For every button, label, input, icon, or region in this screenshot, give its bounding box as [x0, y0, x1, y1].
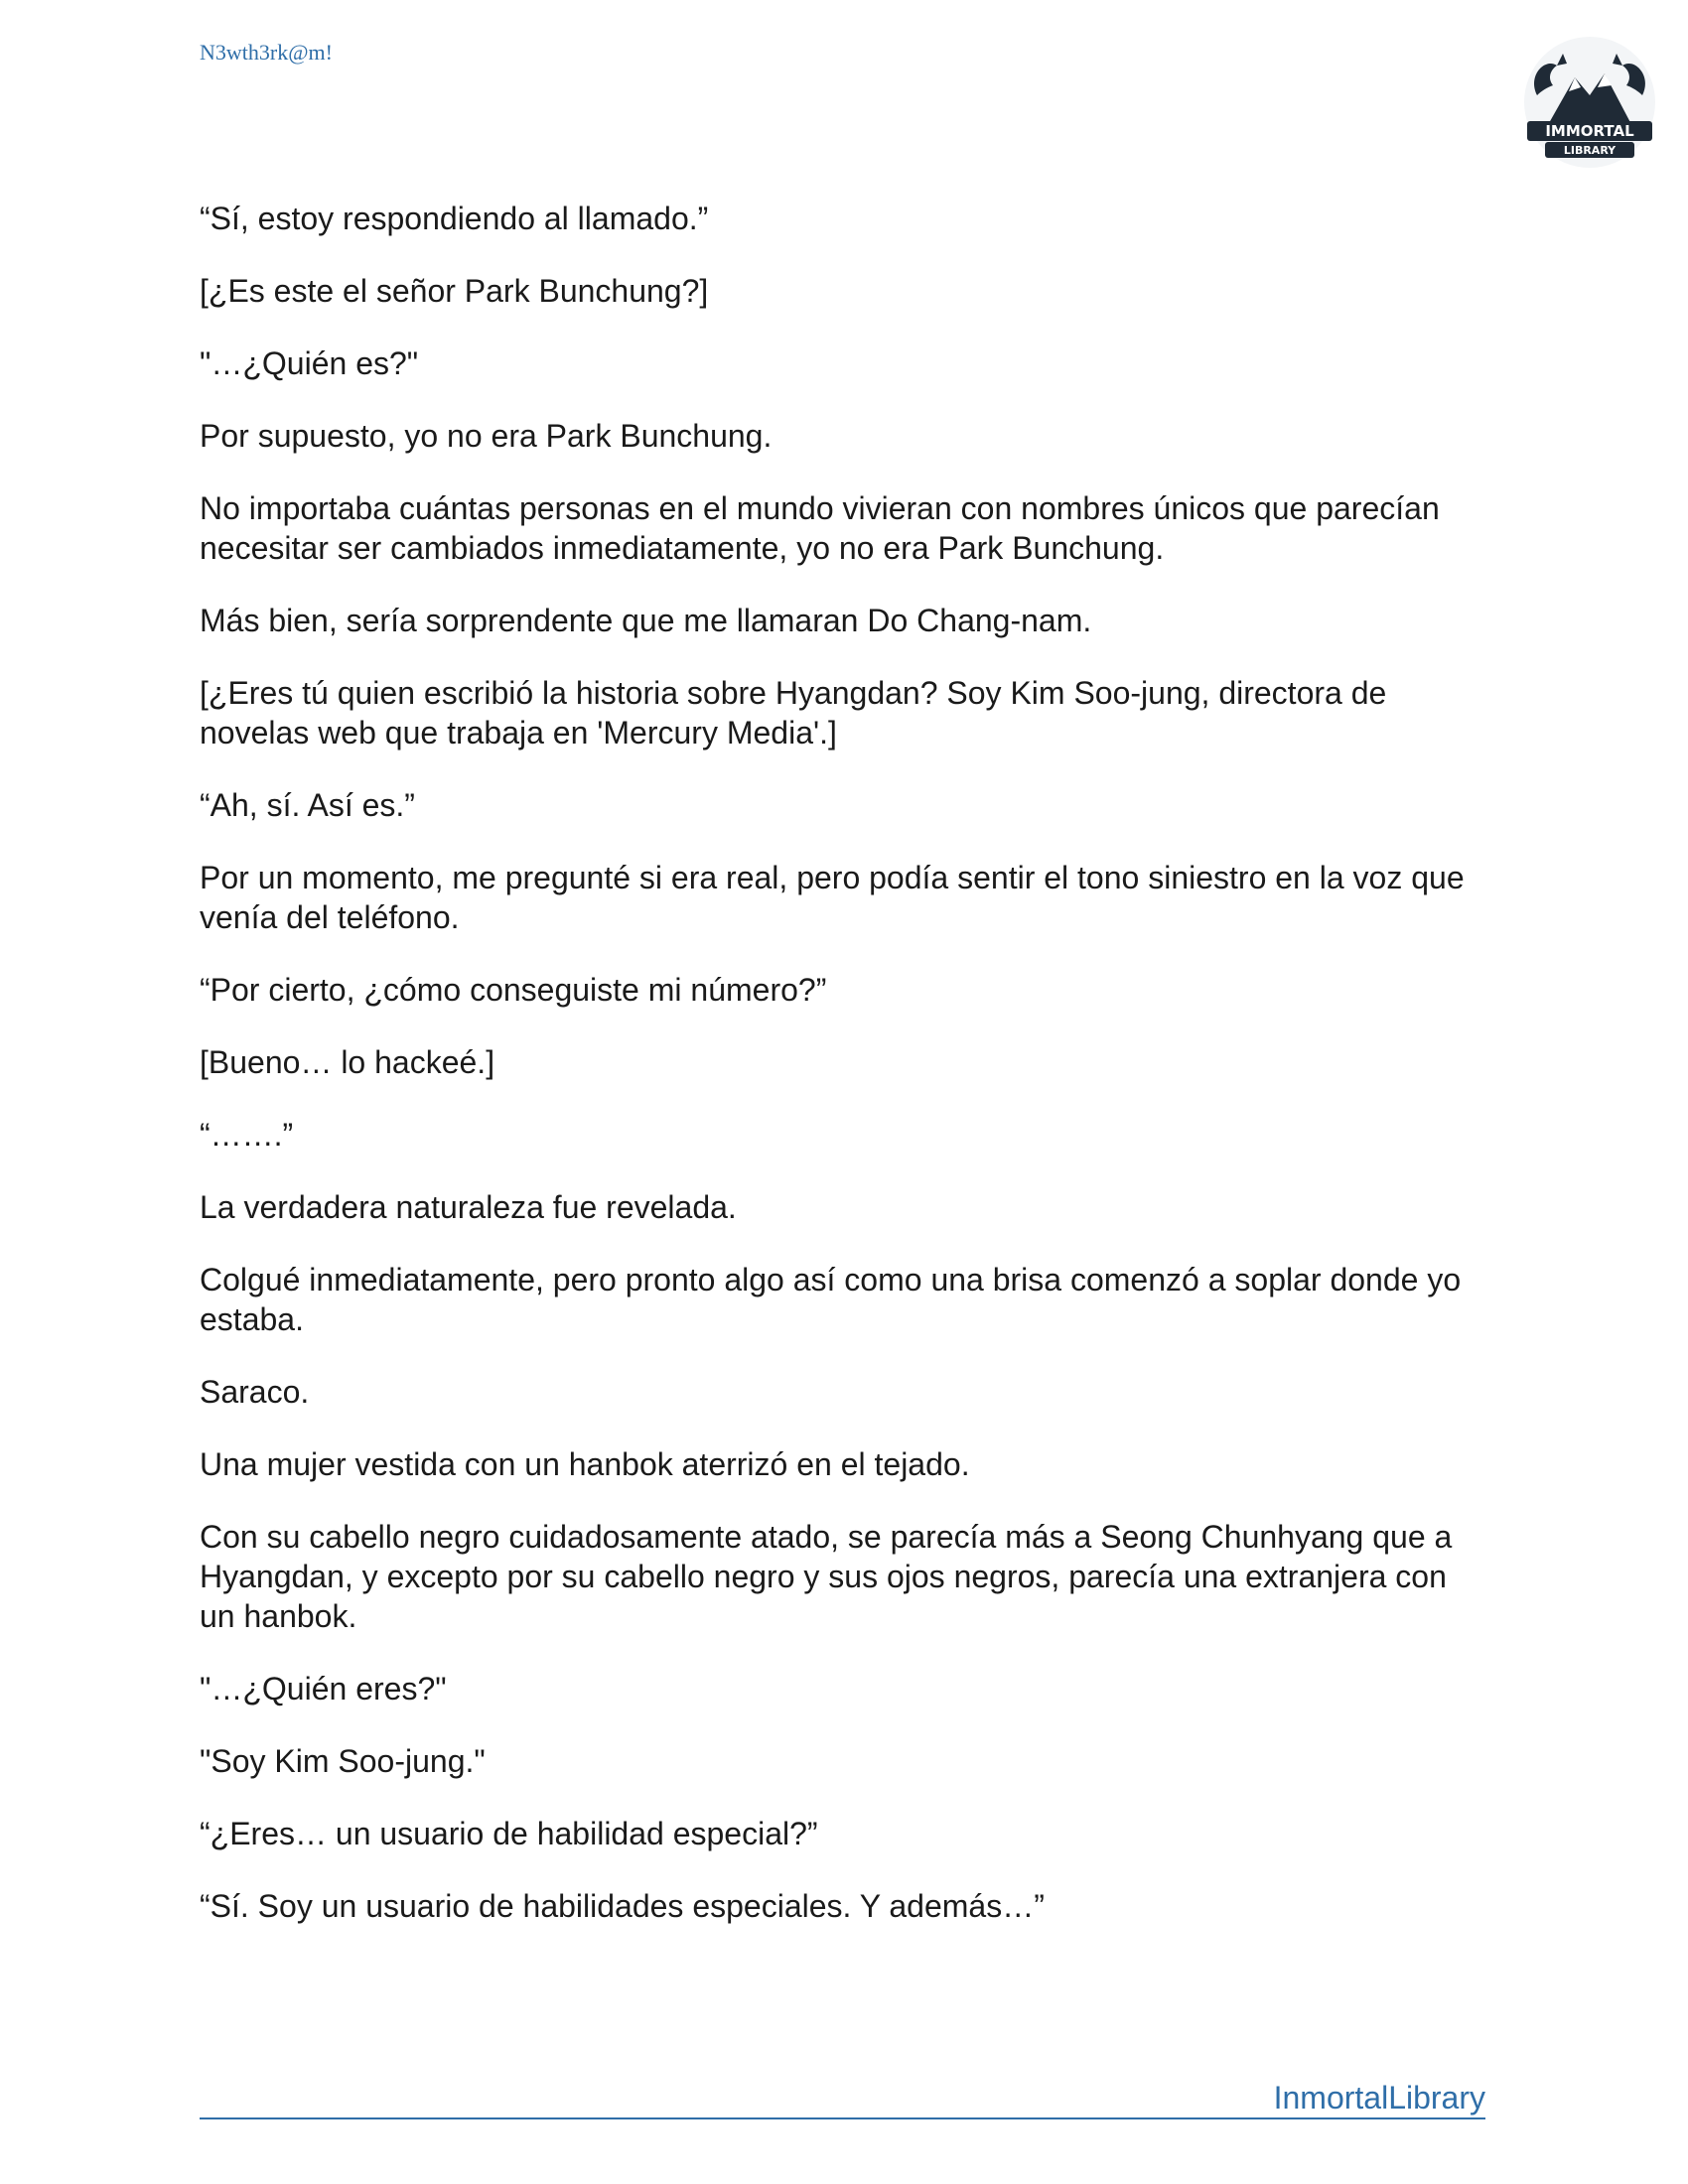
logo-line2: LIBRARY	[1563, 144, 1617, 157]
paragraph: [Bueno… lo hackeé.]	[200, 1044, 495, 1080]
paragraph: Más bien, sería sorprendente que me llamaran Do Chang-nam.	[200, 603, 1092, 638]
chapter-body	[200, 199, 1490, 1959]
paragraph: “Sí, estoy respondiendo al llamado.”	[200, 201, 709, 236]
paragraph: [¿Es este el señor Park Bunchung?]	[200, 273, 709, 309]
paragraph: Saraco.	[200, 1374, 310, 1410]
paragraph: “Por cierto, ¿cómo conseguiste mi número?”	[200, 972, 827, 1008]
paragraph: “…….”	[200, 1117, 294, 1153]
paragraph: “Sí. Soy un usuario de habilidades especiales. Y además…”	[200, 1888, 1045, 1924]
footer-link[interactable]: InmortalLibrary	[1273, 2080, 1485, 2116]
paragraph: No importaba cuántas personas en el mundo vivieran con nombres únicos que parecían necesitar ser cambiados inmediatamente, yo no era Park Bunchung.	[200, 490, 1440, 566]
paragraph: "…¿Quién es?"	[200, 345, 419, 381]
header-watermark: N3wth3rk@m!	[200, 40, 333, 65]
paragraph: “¿Eres… un usuario de habilidad especial?”	[200, 1816, 818, 1851]
paragraph: Colgué inmediatamente, pero pronto algo así como una brisa comenzó a soplar donde yo estaba.	[200, 1262, 1462, 1337]
paragraph: Por un momento, me pregunté si era real, pero podía sentir el tono siniestro en la voz que venía del teléfono.	[200, 860, 1465, 935]
immortal-library-logo	[1517, 36, 1662, 169]
paragraph: [¿Eres tú quien escribió la historia sobre Hyangdan? Soy Kim Soo-jung, directora de novelas web que trabaja en 'Mercury Media'.]	[200, 675, 1387, 751]
footer-divider	[200, 2117, 1485, 2119]
paragraph: Por supuesto, yo no era Park Bunchung.	[200, 418, 773, 454]
paragraph: “Ah, sí. Así es.”	[200, 787, 415, 823]
paragraph: Con su cabello negro cuidadosamente atado, se parecía más a Seong Chunhyang que a Hyangdan, y excepto por su cabello negro y sus ojos negros, parecía una extranjera con un hanbok.	[200, 1519, 1453, 1634]
paragraph: "…¿Quién eres?"	[200, 1671, 447, 1706]
paragraph: "Soy Kim Soo-jung."	[200, 1743, 486, 1779]
paragraph: La verdadera naturaleza fue revelada.	[200, 1189, 737, 1225]
logo-line1: IMMORTAL	[1545, 122, 1634, 140]
paragraph: Una mujer vestida con un hanbok aterrizó en el tejado.	[200, 1446, 970, 1482]
